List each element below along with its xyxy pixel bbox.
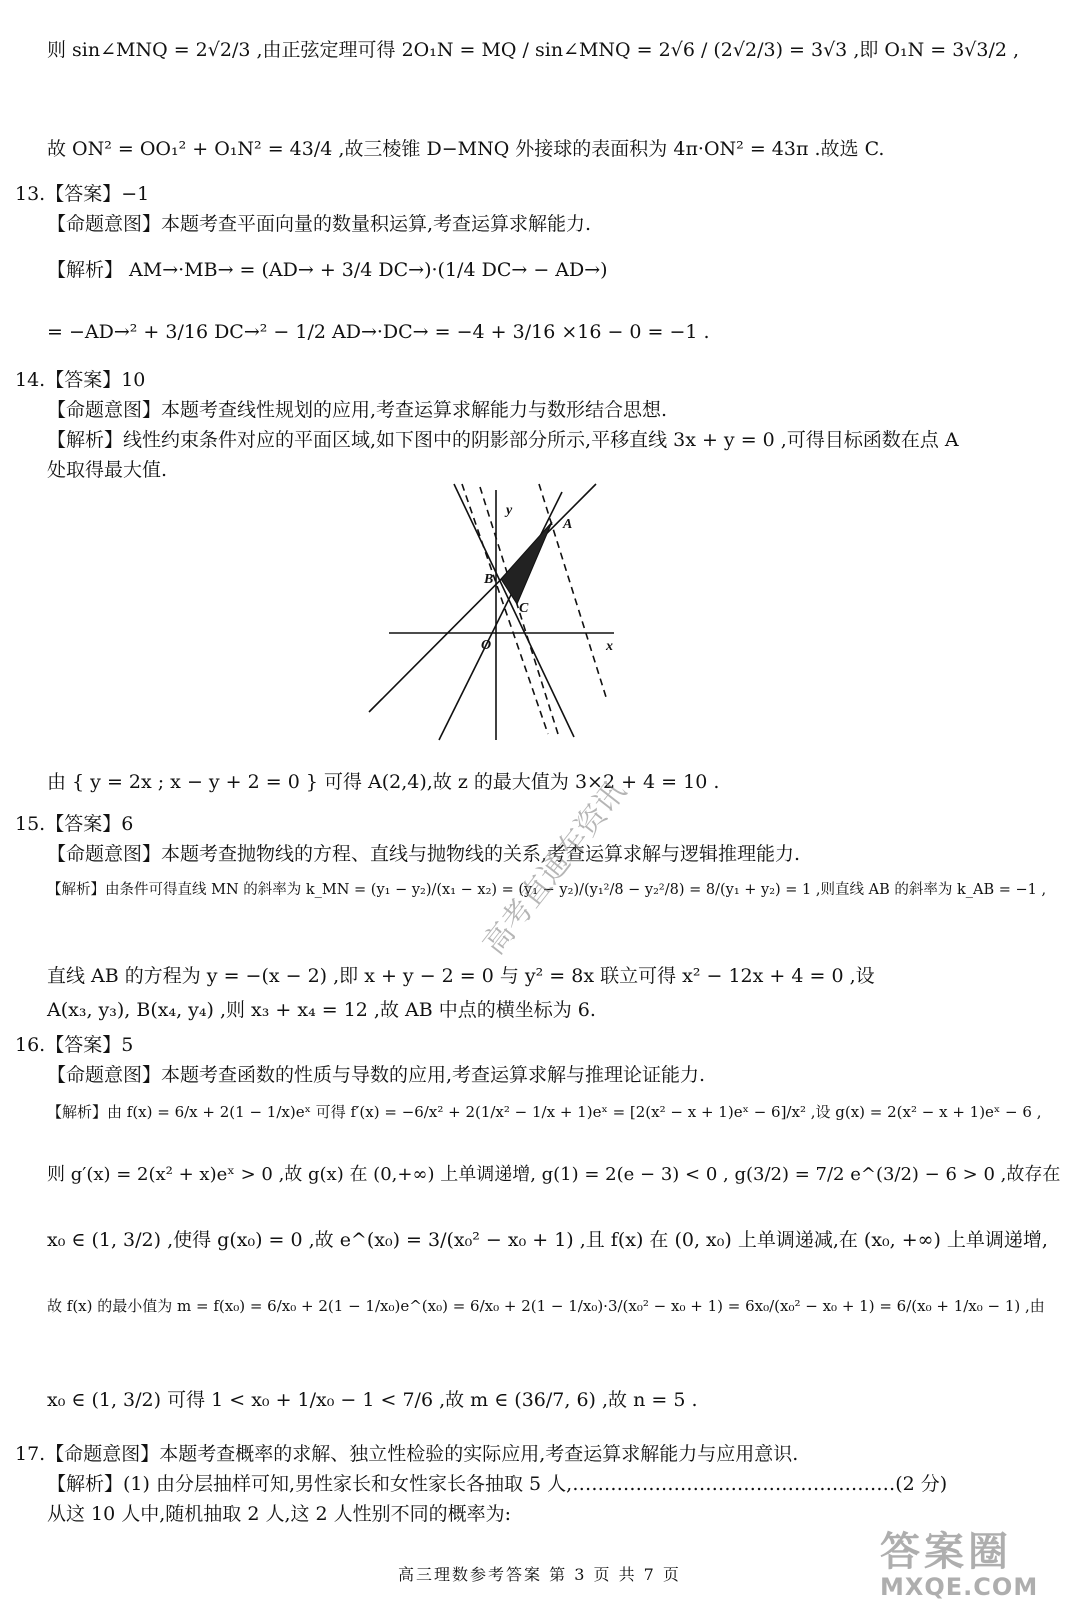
text-line: 【命题意图】本题考查抛物线的方程、直线与抛物线的关系,考查运算求解与逻辑推理能力. (47, 843, 801, 865)
point-b-label: B (484, 572, 494, 587)
line-boundary-1 (454, 484, 574, 737)
text-line: 【解析】线性约束条件对应的平面区域,如下图中的阴影部分所示,平移直线 3x + y = 0 ,可得目标函数在点 A (47, 429, 959, 451)
site-logo (880, 1520, 1070, 1601)
text-line: 直线 AB 的方程为 y = −(x − 2) ,即 x + y − 2 = 0 与 y² = 8x 联立可得 x² − 12x + 4 = 0 ,设 (47, 965, 875, 987)
text-line: 【解析】由条件可得直线 MN 的斜率为 k_MN = (y₁ − y₂)/(x₁ − x₂) = (y₁ − y₂)/(y₁²/8 − y₂²/8) = 8/(y₁ + y₂) = 1 ,则直线 AB 的斜率为 k_AB = −1 , (47, 882, 1047, 898)
text-line: = −AD→² + 3/16 DC→² − 1/2 AD→·DC→ = −4 + 3/16 ×16 − 0 = −1 . (47, 321, 710, 343)
page-footer: 高三理数参考答案 第 3 页 共 7 页 (398, 1565, 681, 1584)
x-axis-label: x (606, 639, 613, 654)
dashed-line-3 (539, 484, 606, 697)
y-axis-label: y (506, 503, 513, 518)
text-line: 15.【答案】6 (15, 813, 134, 835)
text-line: 从这 10 人中,随机抽取 2 人,这 2 人性别不同的概率为: (47, 1503, 512, 1525)
origin-label: O (481, 638, 492, 653)
text-line: 【命题意图】本题考查线性规划的应用,考查运算求解能力与数形结合思想. (47, 399, 668, 421)
feasible-region (501, 522, 552, 604)
linear-programming-graph (364, 482, 614, 742)
watermark: 高考直通车资讯 (476, 774, 634, 962)
line-y-2x (369, 484, 596, 712)
logo-text: 答案圈 (880, 1529, 1012, 1575)
point-c-label: C (519, 601, 529, 616)
text-line: 14.【答案】10 (15, 369, 146, 391)
text-line: 则 sin∠MNQ = 2√2/3 ,由正弦定理可得 2O₁N = MQ / sin∠MNQ = 2√6 / (2√2/3) = 3√3 ,即 O₁N = 3√3/2 , (47, 39, 1020, 61)
text-line: 【解析】(1) 由分层抽样可知,男性家长和女性家长各抽取 5 人,……………………………………………(2 分) (47, 1473, 948, 1495)
text-line: 则 g′(x) = 2(x² + x)eˣ > 0 ,故 g(x) 在 (0,+∞) 上单调递增, g(1) = 2(e − 3) < 0 , g(3/2) = 7/2 e^(3/2) − 6 > 0 ,故存在 (47, 1164, 1061, 1185)
text-line: 由 { y = 2x ; x − y + 2 = 0 } 可得 A(2,4),故 z 的最大值为 3×2 + 4 = 10 . (47, 771, 720, 793)
dashed-line-1 (462, 484, 548, 734)
text-line: x₀ ∈ (1, 3/2) 可得 1 < x₀ + 1/x₀ − 1 < 7/6 ,故 m ∈ (36/7, 6) ,故 n = 5 . (47, 1389, 698, 1411)
text-line: 17.【命题意图】本题考查概率的求解、独立性检验的实际应用,考查运算求解能力与应用意识. (15, 1443, 799, 1465)
text-line: 【解析】由 f(x) = 6/x + 2(1 − 1/x)eˣ 可得 f′(x) = −6/x² + 2(1/x² − 1/x + 1)eˣ = [2(x² − x + 1)eˣ − 6]/x² ,设 g(x) = 2(x² − x + 1)eˣ − 6 , (47, 1103, 1042, 1121)
text-line: x₀ ∈ (1, 3/2) ,使得 g(x₀) = 0 ,故 e^(x₀) = 3/(x₀² − x₀ + 1) ,且 f(x) 在 (0, x₀) 上单调递减,在 (x₀, +∞) 上单调递增, (47, 1229, 1048, 1251)
text-line: 【命题意图】本题考查函数的性质与导数的应用,考查运算求解与推理论证能力. (47, 1064, 706, 1086)
text-line: 处取得最大值. (47, 459, 168, 481)
line-boundary-2 (439, 492, 562, 740)
text-line: 16.【答案】5 (15, 1034, 134, 1056)
text-line: 13.【答案】−1 (15, 183, 150, 205)
logo-domain: MXQE.COM (880, 1573, 1039, 1601)
text-line: 故 ON² = OO₁² + O₁N² = 43/4 ,故三棱锥 D−MNQ 外接球的表面积为 4π·ON² = 43π .故选 C. (47, 138, 885, 160)
text-line: 【解析】 AM→·MB→ = (AD→ + 3/4 DC→)·(1/4 DC→ − AD→) (47, 259, 608, 281)
point-a-label: A (563, 517, 573, 532)
text-line: 故 f(x) 的最小值为 m = f(x₀) = 6/x₀ + 2(1 − 1/x₀)e^(x₀) = 6/x₀ + 2(1 − 1/x₀)·3/(x₀² − x₀ + 1) = 6x₀/(x₀² − x₀ + 1) = 6/(x₀ + 1/x₀ − 1) ,由 (47, 1297, 1045, 1315)
text-line: 【命题意图】本题考查平面向量的数量积运算,考查运算求解能力. (47, 213, 592, 235)
text-line: A(x₃, y₃), B(x₄, y₄) ,则 x₃ + x₄ = 12 ,故 AB 中点的横坐标为 6. (47, 999, 596, 1021)
